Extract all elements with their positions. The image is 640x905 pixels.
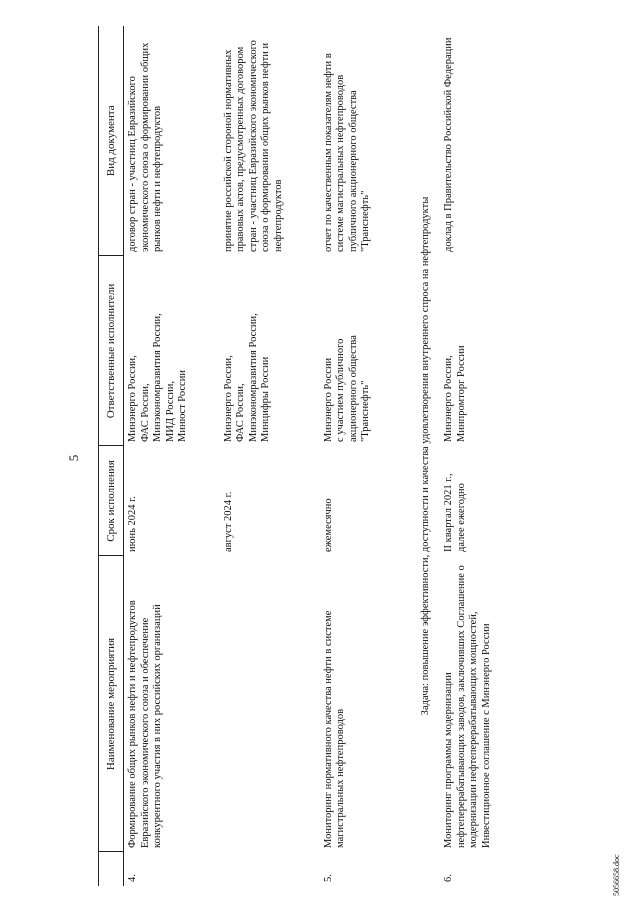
row-num	[220, 852, 320, 886]
events-table	[98, 26, 496, 886]
row-num: 4.	[127, 874, 138, 882]
table-row	[320, 26, 412, 886]
header-deadline: Срок исполнения	[99, 446, 124, 556]
table-row	[220, 26, 320, 886]
header-doc-type: Вид документа	[99, 26, 124, 256]
row-num: 6.	[443, 874, 454, 882]
row-doc-type: принятие российской стороной нормативных правовых актов, предусмотренных договором стран - участниц Евразийского экономического союза о формировании общих рынков нефти и нефтепродуктов	[222, 40, 284, 252]
header-num	[99, 852, 124, 886]
header-name: Наименование мероприятия	[99, 556, 124, 852]
row-doc-type: договор стран - участниц Евразийского экономического союза о формировании общих рынков нефти и нефтепродуктов	[127, 42, 163, 252]
row-deadline: II квартал 2021 г., далее ежегодно	[443, 473, 467, 552]
row-doc-type: доклад в Правительство Российской Федерации	[443, 37, 454, 252]
row-name: Мониторинг программы модернизации нефтеперерабатывающих заводов, заключивших Соглашение о модернизации нефтеперерабатывающих мощностей, Инвестиционное соглашение с Минэнерго России	[443, 565, 492, 848]
row-name: Формирование общих рынков нефти и нефтепродуктов Евразийского экономического союза и обеспечение конкурентного участия в них российских организаций	[127, 600, 163, 848]
row-responsible: Минэнерго России, ФАС России, Минэкономразвития России, МИД России, Минюст России	[127, 313, 188, 442]
task-heading: Задача: повышение эффективности, доступности и качества удовлетворения внутреннего спроса на нефтепродукты	[419, 196, 431, 716]
row-deadline: июнь 2024 г.	[127, 496, 138, 552]
page-number: 5	[66, 454, 81, 462]
task-row	[412, 26, 441, 886]
row-name: Мониторинг нормативного качества нефти в системе магистральных нефтепроводов	[322, 610, 346, 848]
row-responsible: Минэнерго России, ФАС России, Минэкономразвития России, Минцифры России	[222, 313, 271, 442]
row-responsible: Минэнерго России, Минпромторг России	[443, 345, 467, 442]
row-deadline: ежемесячно	[322, 498, 334, 552]
table-row	[124, 26, 220, 886]
row-responsible: Минэнерго России с участием публичного акционерного общества "Транснефть"	[322, 335, 371, 442]
row-doc-type: отчет по качественным показателям нефти в системе магистральных нефтепроводов публичного акционерного общества "Транснефть"	[322, 53, 371, 252]
table-row	[440, 26, 496, 886]
footer-filename: 5056658.doc	[612, 854, 621, 896]
row-deadline: август 2024 г.	[222, 491, 234, 552]
table-header-row	[99, 26, 124, 886]
row-num: 5.	[322, 874, 334, 882]
header-responsible: Ответственные исполнители	[99, 256, 124, 446]
rotated-table-container	[98, 26, 564, 886]
row-name	[220, 556, 320, 852]
